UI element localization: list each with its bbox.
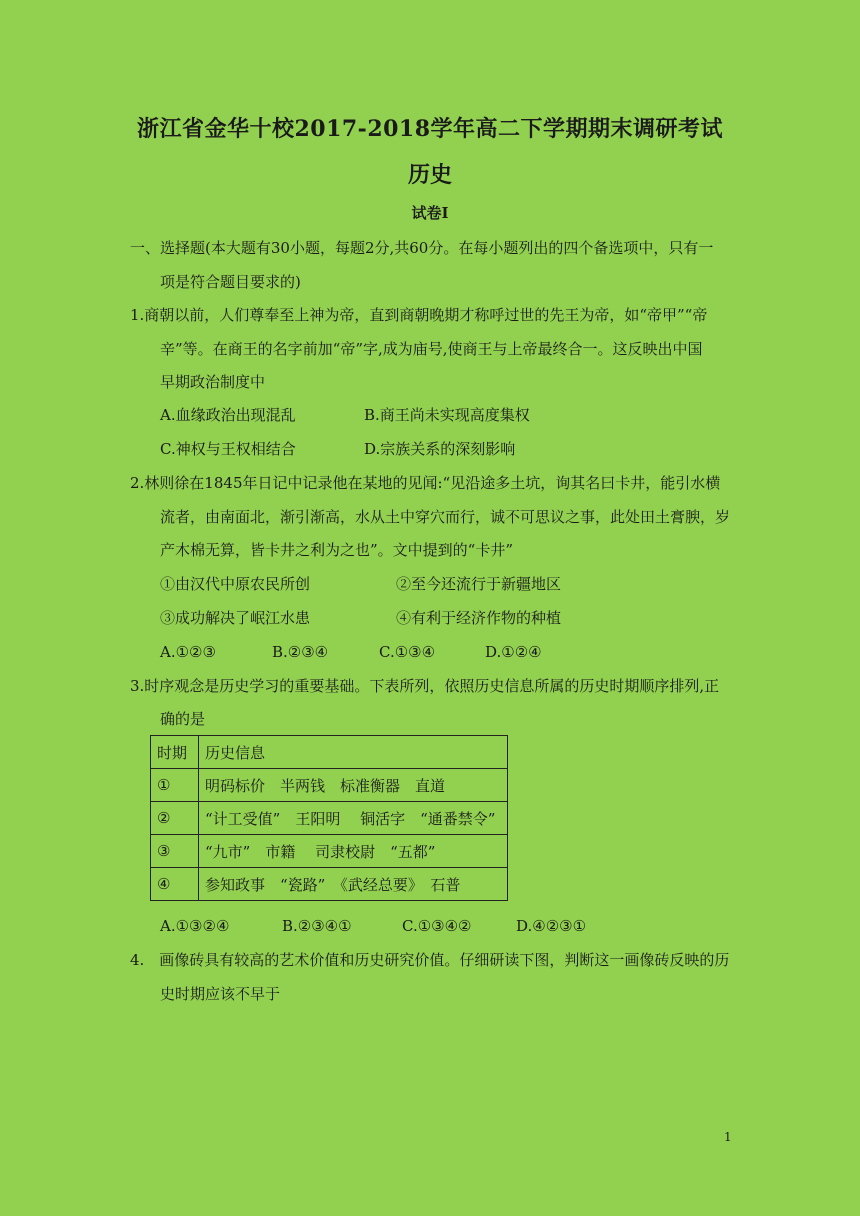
table-cell: ② bbox=[151, 802, 199, 835]
section-instructions-line2: 项是符合题目要求的) bbox=[160, 273, 301, 291]
q2-option-c: C.①③④ bbox=[379, 643, 436, 661]
q1-option-c: C.神权与王权相结合 bbox=[160, 440, 296, 458]
table-cell: “计工受值” 王阳明 铜活字 “通番禁令” bbox=[199, 802, 508, 835]
q2-item-3: ③成功解决了岷江水患 bbox=[160, 609, 311, 627]
table-row bbox=[151, 835, 508, 868]
table-row bbox=[151, 868, 508, 901]
history-info-table bbox=[150, 735, 508, 901]
q3-stem-line2: 确的是 bbox=[160, 710, 206, 728]
paper-label: 试卷Ⅰ bbox=[411, 204, 449, 222]
q3-option-c: C.①③④② bbox=[402, 917, 472, 935]
table-header-cell: 时期 bbox=[151, 736, 199, 769]
table-cell: ① bbox=[151, 769, 199, 802]
q1-stem-line2: 辛”等。在商王的名字前加“帝”字,成为庙号,使商王与上帝最终合一。这反映出中国 bbox=[160, 340, 703, 358]
table-header-row bbox=[151, 736, 508, 769]
q3-option-d: D.④②③① bbox=[516, 917, 587, 935]
q3-option-a: A.①③②④ bbox=[160, 917, 230, 935]
q1-option-d: D.宗族关系的深刻影响 bbox=[364, 440, 516, 458]
table-row bbox=[151, 769, 508, 802]
q4-stem-line1: 4. 画像砖具有较高的艺术价值和历史研究价值。仔细研读下图，判断这一画像砖反映的历 bbox=[130, 951, 730, 969]
q2-stem-line2: 流者，由南面北，渐引渐高，水从土中穿穴而行，诚不可思议之事，此处田土膏腴，岁 bbox=[160, 508, 731, 526]
q3-stem-line1: 3.时序观念是历史学习的重要基础。下表所列，依照历史信息所属的历史时期顺序排列,正 bbox=[130, 677, 720, 695]
section-instructions-line1: 一、选择题(本大题有30小题，每题2分,共60分。在每小题列出的四个备选项中，只有一 bbox=[130, 239, 714, 257]
q3-option-b: B.②③④① bbox=[282, 917, 352, 935]
subject-heading: 历史 bbox=[407, 162, 452, 188]
q1-option-b: B.商王尚未实现高度集权 bbox=[364, 406, 530, 424]
table-cell: ④ bbox=[151, 868, 199, 901]
q2-option-b: B.②③④ bbox=[272, 643, 329, 661]
q1-option-a: A.血缘政治出现混乱 bbox=[160, 406, 296, 424]
table-cell: 参知政事 “瓷路” 《武经总要》 石普 bbox=[199, 868, 508, 901]
table-cell: 明码标价 半两钱 标准衡器 直道 bbox=[199, 769, 508, 802]
table-cell: ③ bbox=[151, 835, 199, 868]
q2-stem-line3: 产木棉无算，皆卡井之利为之也”。文中提到的“卡井” bbox=[160, 541, 514, 559]
q1-stem-line3: 早期政治制度中 bbox=[160, 373, 266, 391]
table-header-cell: 历史信息 bbox=[199, 736, 508, 769]
table-row bbox=[151, 802, 508, 835]
q2-item-4: ④有利于经济作物的种植 bbox=[396, 609, 562, 627]
q4-stem-line2: 史时期应该不早于 bbox=[160, 985, 281, 1003]
q2-item-2: ②至今还流行于新疆地区 bbox=[396, 575, 562, 593]
q2-option-d: D.①②④ bbox=[485, 643, 542, 661]
q2-option-a: A.①②③ bbox=[160, 643, 216, 661]
page-number: 1 bbox=[724, 1130, 732, 1144]
table-cell: “九市” 市籍 司隶校尉 “五都” bbox=[199, 835, 508, 868]
q1-stem-line1: 1.商朝以前，人们尊奉至上神为帝，直到商朝晚期才称呼过世的先王为帝，如“帝甲”“帝 bbox=[130, 306, 708, 324]
q2-item-1: ①由汉代中原农民所创 bbox=[160, 575, 311, 593]
exam-title: 浙江省金华十校2017-2018学年高二下学期期末调研考试 bbox=[136, 116, 724, 142]
q2-stem-line1: 2.林则徐在1845年日记中记录他在某地的见闻:“见沿途多土坑，询其名曰卡井，能引水横 bbox=[130, 474, 721, 492]
